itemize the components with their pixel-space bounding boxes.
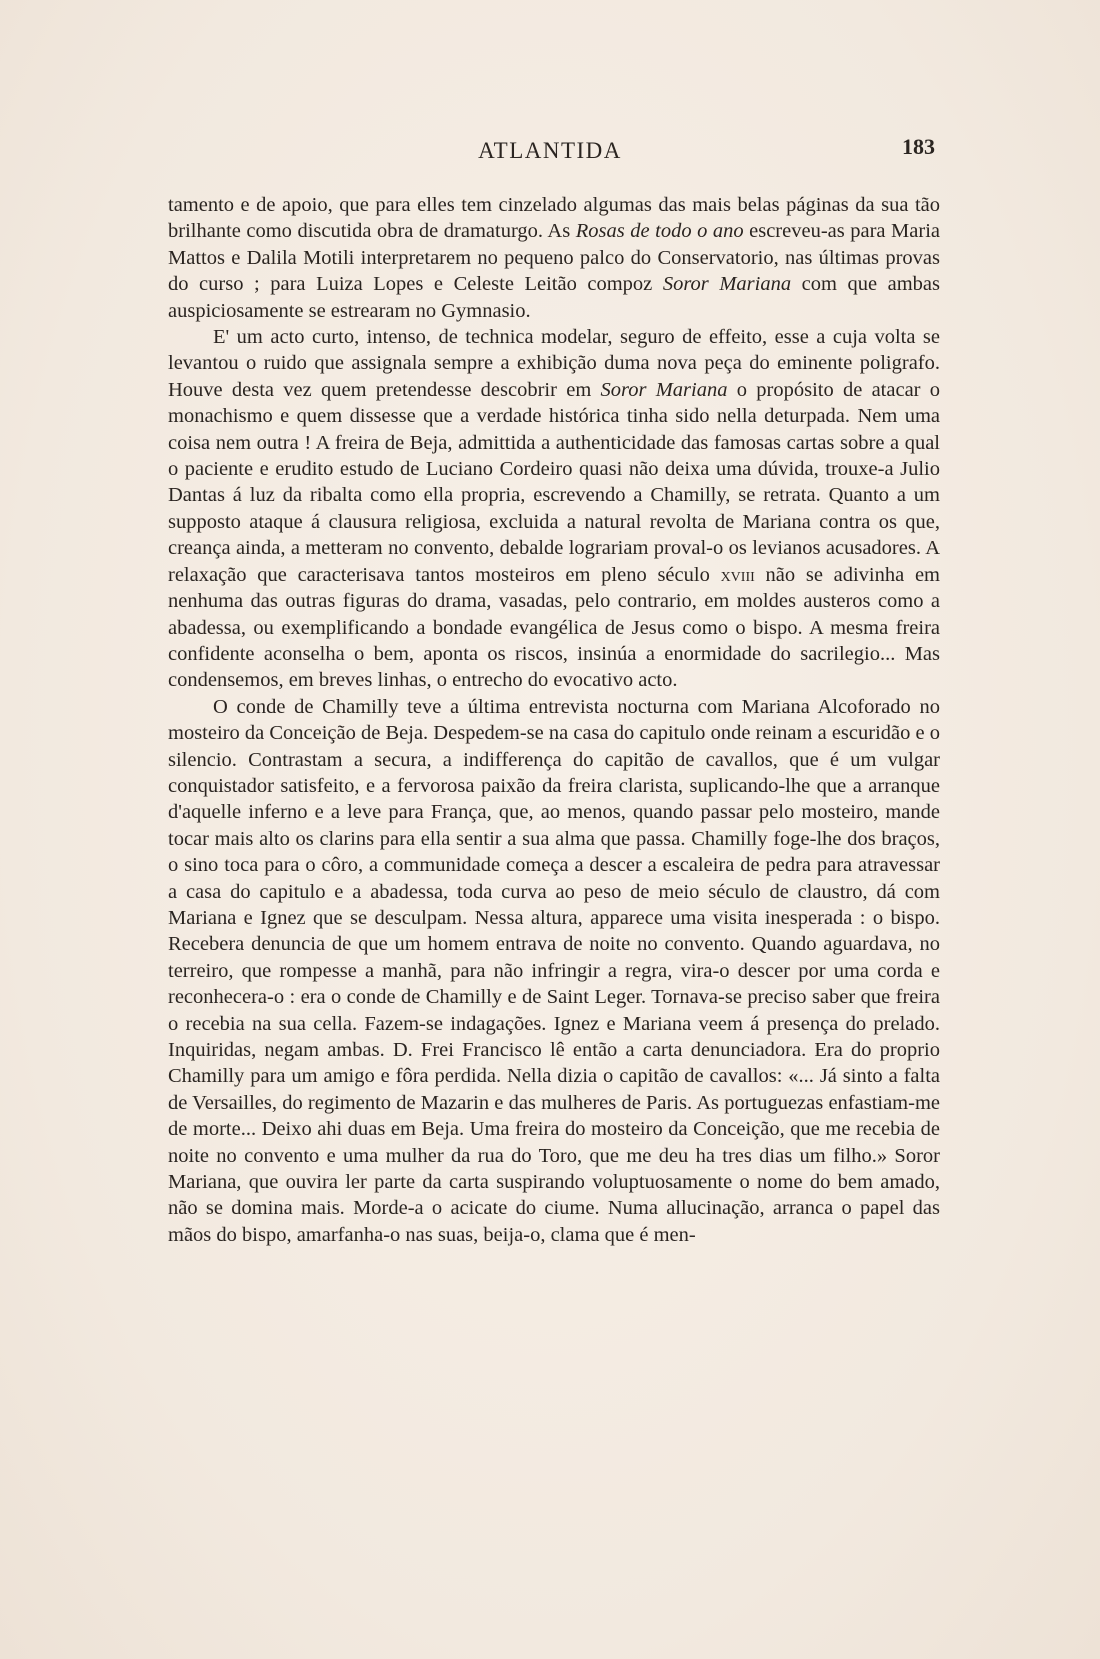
page-number: 183: [902, 134, 935, 159]
paragraph-3: [168, 694, 940, 1249]
text-segment: O conde de Chamilly teve a última entrevista nocturna com Mariana Alcoforado no mosteiro da Conceição de Beja. Despedem-se na casa do capitulo onde reinam a escuridão e o silencio. Contrastam a secura, a indifferença do capitão de cavallos, que é um vulgar conquistador satisfeito, e a fervorosa paixão da freira clarista, suplicando-lhe que a arranque d'aquelle inferno e a leve para França, que, ao menos, quando passar pelo mosteiro, mande tocar mais alto os clarins para ella sentir a sua alma que passa. Chamilly foge-lhe dos braços, o sino toca para o côro, a communidade começa a descer a escaleira de pedra para atravessar a casa do capitulo e a abadessa, toda curva ao peso de meio século de claustro, dá com Mariana e Ignez que se desculpam. Nessa altura, apparece uma visita inesperada : o bispo. Recebera denuncia de que um homem entrava de noite no convento. Quando aguardava, no terreiro, que rompesse a manhã, para não infringir a regra, vira-o descer por uma corda e reconhecera-o : era o conde de Chamilly e de Saint Leger. Tornava-se preciso saber que freira o recebia na sua cella. Fazem-se indagações. Ignez e Mariana veem á presença do prelado. Inquiridas, negam ambas. D. Frei Francisco lê então a carta denunciadora. Era do proprio Chamilly para um amigo e fôra perdida. Nella dizia o capitão de cavallos: «... Já sinto a falta de Versailles, do regimento de Mazarin e das mulheres de Paris. As portuguezas enfastiam-me de morte... Deixo ahi duas em Beja. Uma freira do mosteiro da Conceição, que me recebia de noite no convento e uma mulher da rua do Toro, que me deu ha tres dias um filho.» Soror Mariana, que ouvira ler parte da carta suspirando voluptuosamente o nome do bem amado, não se domina mais. Morde-a o acicate do ciume. Numa allucinação, arranca o papel das mãos do bispo, amarfanha-o nas suas, beija-o, clama que é men-: [168, 695, 940, 1246]
paragraph-2: [168, 324, 940, 694]
text-segment: escreveu-as para Maria Mattos e Dalila Motili interpretarem no pequeno palco do Conservatorio, nas últimas provas do curso ; para Luiza Lopes e Celeste Leitão compoz: [168, 220, 940, 296]
italic-title-soror-mariana: Soror Mariana: [662, 273, 792, 296]
body-text: [168, 192, 940, 1248]
running-head: [165, 134, 935, 168]
italic-title-rosas-de-todo-o-ano: Rosas de todo o ano: [575, 220, 744, 243]
text-segment: E' um acto curto, intenso, de technica modelar, seguro de effeito, esse a cuja volta se levantou o ruido que assignala sempre a exhibição duma nova peça do eminente poligrafo. Houve desta vez quem pretendesse descobrir em: [168, 326, 940, 401]
text-segment: o propósito de atacar o monachismo e quem dissesse que a verdade histórica tinha sido nella deturpada. Nem uma coisa nem outra ! A freira de Beja, admittida a authenticidade das famosas cartas sobre a qual o paciente e erudito estudo de Luciano Cordeiro quasi não deixa uma dúvida, trouxe-a Julio Dantas á luz da ribalta como ella propria, escrevendo a Chamilly, se retrata. Quanto a um supposto ataque á clausura religiosa, excluida a natural revolta de Mariana contra os que, creança ainda, a metteram no convento, debalde lograriam proval-o os levianos acusadores. A relaxação que caracterisava tantos mosteiros em pleno século: [168, 378, 941, 586]
journal-title: ATLANTIDA: [478, 138, 622, 163]
text-segment: tamento e de apoio, que para elles tem cinzelado algumas das mais belas páginas da sua tão brilhante como discutida obra de dramaturgo. As: [168, 194, 940, 243]
text-segment: com que ambas auspiciosamente se estrearam no Gymnasio.: [168, 273, 940, 322]
roman-numeral-century: xviii: [720, 563, 755, 586]
paragraph-1: [168, 192, 940, 324]
italic-title-soror-mariana: Soror Mariana: [600, 378, 728, 401]
text-segment: não se adivinha em nenhuma das outras figuras do drama, vasadas, pelo contrario, em moldes austeros como a abadessa, ou exemplificando a bondade evangélica de Jesus como o bispo. A mesma freira confidente aconselha o bem, aponta os riscos, insinúa a enormidade do sacrilegio... Mas condensemos, em breves linhas, o entrecho do evocativo acto.: [168, 563, 941, 692]
